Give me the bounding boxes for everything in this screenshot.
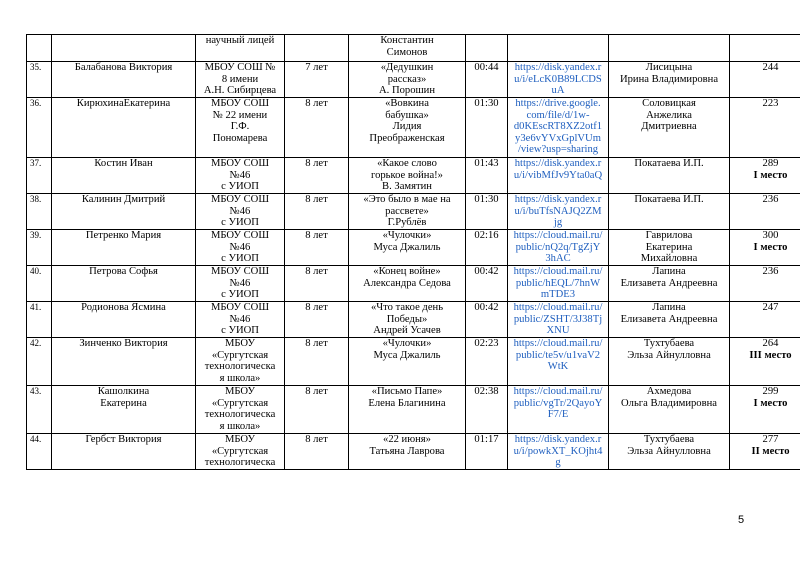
table-row <box>27 338 800 386</box>
table-row <box>27 62 800 98</box>
video-link[interactable]: https://disk.yandex.r u/i/eLcK0B89LCDS uA <box>514 62 602 97</box>
table-body <box>27 35 800 470</box>
work-cell: «Чулочки» Муса Джалиль <box>349 338 466 386</box>
duration-cell: 01:17 <box>466 434 508 470</box>
teacher-cell: Покатаева И.П. <box>609 158 730 194</box>
row-number-cell: 38. <box>27 194 52 230</box>
work-cell: «22 июня» Татьяна Лаврова <box>349 434 466 470</box>
video-link-cell <box>508 194 609 230</box>
score-value: 236 <box>762 194 779 205</box>
video-link[interactable]: https://drive.google. com/file/d/1w- d0KEscRT8XZ2otf1 y3e6vYVxGplVUm /view?usp=sharing <box>513 98 603 156</box>
participant-name-cell: Петрова Софья <box>52 266 196 302</box>
work-cell: «Какое слово горькое война!» В. Замятин <box>349 158 466 194</box>
table-row-continued <box>27 35 800 62</box>
place-award: I место <box>753 241 788 253</box>
school-cell: МБОУ СОШ №46 с УИОП <box>196 302 285 338</box>
duration-cell: 01:30 <box>466 194 508 230</box>
page-number: 5 <box>738 514 745 526</box>
teacher-cell: Ахмедова Ольга Владимировна <box>609 386 730 434</box>
score-value: 223 <box>762 98 779 109</box>
score-value: 299 <box>762 386 779 397</box>
video-link-cell <box>508 98 609 158</box>
duration-cell: 00:42 <box>466 302 508 338</box>
video-link-cell <box>508 158 609 194</box>
video-link[interactable]: https://cloud.mail.ru/ public/hEQL/7hnW mTDE3 <box>513 266 603 301</box>
place-award: I место <box>753 169 788 181</box>
score-cell <box>730 434 800 470</box>
row-number-cell: 43. <box>27 386 52 434</box>
row-number-cell: 39. <box>27 230 52 266</box>
score-cell <box>730 98 800 158</box>
school-cell: МБОУ «Сургутская технологическа я школа» <box>196 338 285 386</box>
video-link[interactable]: https://cloud.mail.ru/ public/ZSHT/3J38Tj XNU <box>513 302 603 337</box>
age-cell: 8 лет <box>285 386 349 434</box>
work-cell: «Дедушкин рассказ» А. Порошин <box>349 62 466 98</box>
row-number-cell: 36. <box>27 98 52 158</box>
row-number-cell: 44. <box>27 434 52 470</box>
age-cell: 8 лет <box>285 434 349 470</box>
score-cell <box>730 266 800 302</box>
video-link[interactable]: https://cloud.mail.ru/ public/nQ2q/TgZjY 3hAC <box>513 230 603 265</box>
table-row <box>27 386 800 434</box>
age-cell: 7 лет <box>285 62 349 98</box>
school-cell: МБОУ СОШ №46 с УИОП <box>196 158 285 194</box>
age-cell: 8 лет <box>285 98 349 158</box>
score-value: 247 <box>762 302 779 313</box>
video-link[interactable]: https://disk.yandex.r u/i/vibMfJv9Yta0aQ <box>513 158 603 181</box>
participant-name-cell: Гербст Виктория <box>52 434 196 470</box>
teacher-cell: Лисицына Ирина Владимировна <box>609 62 730 98</box>
age-cell: 8 лет <box>285 194 349 230</box>
teacher-cell: Соловицкая Анжелика Дмитриевна <box>609 98 730 158</box>
participant-name-cell: Калинин Дмитрий <box>52 194 196 230</box>
place-award: II место <box>751 445 790 457</box>
work-cell: «Что такое день Победы» Андрей Усачев <box>349 302 466 338</box>
score-value: 236 <box>762 266 779 277</box>
place-award: III место <box>749 349 792 361</box>
age-cell: 8 лет <box>285 230 349 266</box>
duration-cell: 01:30 <box>466 98 508 158</box>
work-cell: «Письмо Папе» Елена Благинина <box>349 386 466 434</box>
school-cell: МБОУ СОШ № 8 имени А.Н. Сибирцева <box>196 62 285 98</box>
row-number-cell: 37. <box>27 158 52 194</box>
participant-name-cell: Петренко Мария <box>52 230 196 266</box>
age-cell: 8 лет <box>285 338 349 386</box>
video-link[interactable]: https://disk.yandex.r u/i/powkXT_KOjht4 g <box>513 434 603 469</box>
work-cell: «Это было в мае на рассвете» Г.Рублёв <box>349 194 466 230</box>
teacher-cell: Тухтубаева Эльза Айнулловна <box>609 434 730 470</box>
participant-name-cell: Зинченко Виктория <box>52 338 196 386</box>
participant-name-cell: Родионова Ясмина <box>52 302 196 338</box>
score-cell <box>730 338 800 386</box>
school-cell: МБОУ «Сургутская технологическа я школа» <box>196 386 285 434</box>
row-number-cell: 35. <box>27 62 52 98</box>
school-cell: МБОУ «Сургутская технологическа <box>196 434 285 470</box>
participant-name-cell: Кашолкина Екатерина <box>52 386 196 434</box>
table-row <box>27 158 800 194</box>
duration-cell: 02:16 <box>466 230 508 266</box>
video-link[interactable]: https://cloud.mail.ru/ public/te5v/u1vaV2 WtK <box>513 338 603 373</box>
participant-name-cell: Костин Иван <box>52 158 196 194</box>
score-value: 264 <box>762 338 779 349</box>
participant-name-cell: Балабанова Виктория <box>52 62 196 98</box>
table-row <box>27 194 800 230</box>
age-cell: 8 лет <box>285 302 349 338</box>
work-cell: Константин Симонов <box>349 35 466 62</box>
teacher-cell: Лапина Елизавета Андреевна <box>609 302 730 338</box>
row-number-cell: 42. <box>27 338 52 386</box>
video-link-cell <box>508 266 609 302</box>
score-value: 277 <box>762 434 779 445</box>
video-link[interactable]: https://disk.yandex.r u/i/buTfsNAJQ2ZM jg <box>514 194 602 229</box>
score-cell <box>730 230 800 266</box>
table-row <box>27 266 800 302</box>
video-link-cell <box>508 62 609 98</box>
teacher-cell: Гаврилова Екатерина Михайловна <box>609 230 730 266</box>
teacher-cell: Покатаева И.П. <box>609 194 730 230</box>
video-link-cell <box>508 302 609 338</box>
score-cell <box>730 302 800 338</box>
duration-cell: 00:42 <box>466 266 508 302</box>
school-cell: МБОУ СОШ №46 с УИОП <box>196 194 285 230</box>
duration-cell: 02:23 <box>466 338 508 386</box>
table-row <box>27 98 800 158</box>
document-sheet <box>26 34 800 470</box>
participant-name-cell: КирюхинаЕкатерина <box>52 98 196 158</box>
work-cell: «Вовкина бабушка» Лидия Преображенская <box>349 98 466 158</box>
table-row <box>27 230 800 266</box>
score-value: 300 <box>762 230 779 241</box>
video-link-cell <box>508 338 609 386</box>
work-cell: «Конец войне» Александра Седова <box>349 266 466 302</box>
place-award: I место <box>753 397 788 409</box>
score-value: 289 <box>762 158 779 169</box>
table-row <box>27 434 800 470</box>
score-value: 244 <box>762 62 779 73</box>
teacher-cell: Тухтубаева Эльза Айнулловна <box>609 338 730 386</box>
video-link-cell <box>508 386 609 434</box>
work-cell: «Чулочки» Муса Джалиль <box>349 230 466 266</box>
video-link-cell <box>508 230 609 266</box>
row-number-cell: 41. <box>27 302 52 338</box>
duration-cell: 02:38 <box>466 386 508 434</box>
school-cell: научный лицей <box>196 35 285 62</box>
score-cell <box>730 194 800 230</box>
video-link[interactable]: https://cloud.mail.ru/ public/vgTr/2QayoY F7/E <box>513 386 603 421</box>
row-number-cell: 40. <box>27 266 52 302</box>
score-cell <box>730 386 800 434</box>
school-cell: МБОУ СОШ № 22 имени Г.Ф. Пономарева <box>196 98 285 158</box>
school-cell: МБОУ СОШ №46 с УИОП <box>196 230 285 266</box>
score-cell <box>730 62 800 98</box>
video-link-cell <box>508 434 609 470</box>
teacher-cell: Лапина Елизавета Андреевна <box>609 266 730 302</box>
table-row <box>27 302 800 338</box>
age-cell: 8 лет <box>285 158 349 194</box>
duration-cell: 01:43 <box>466 158 508 194</box>
participants-table <box>26 34 800 470</box>
score-cell <box>730 158 800 194</box>
duration-cell: 00:44 <box>466 62 508 98</box>
age-cell: 8 лет <box>285 266 349 302</box>
school-cell: МБОУ СОШ №46 с УИОП <box>196 266 285 302</box>
